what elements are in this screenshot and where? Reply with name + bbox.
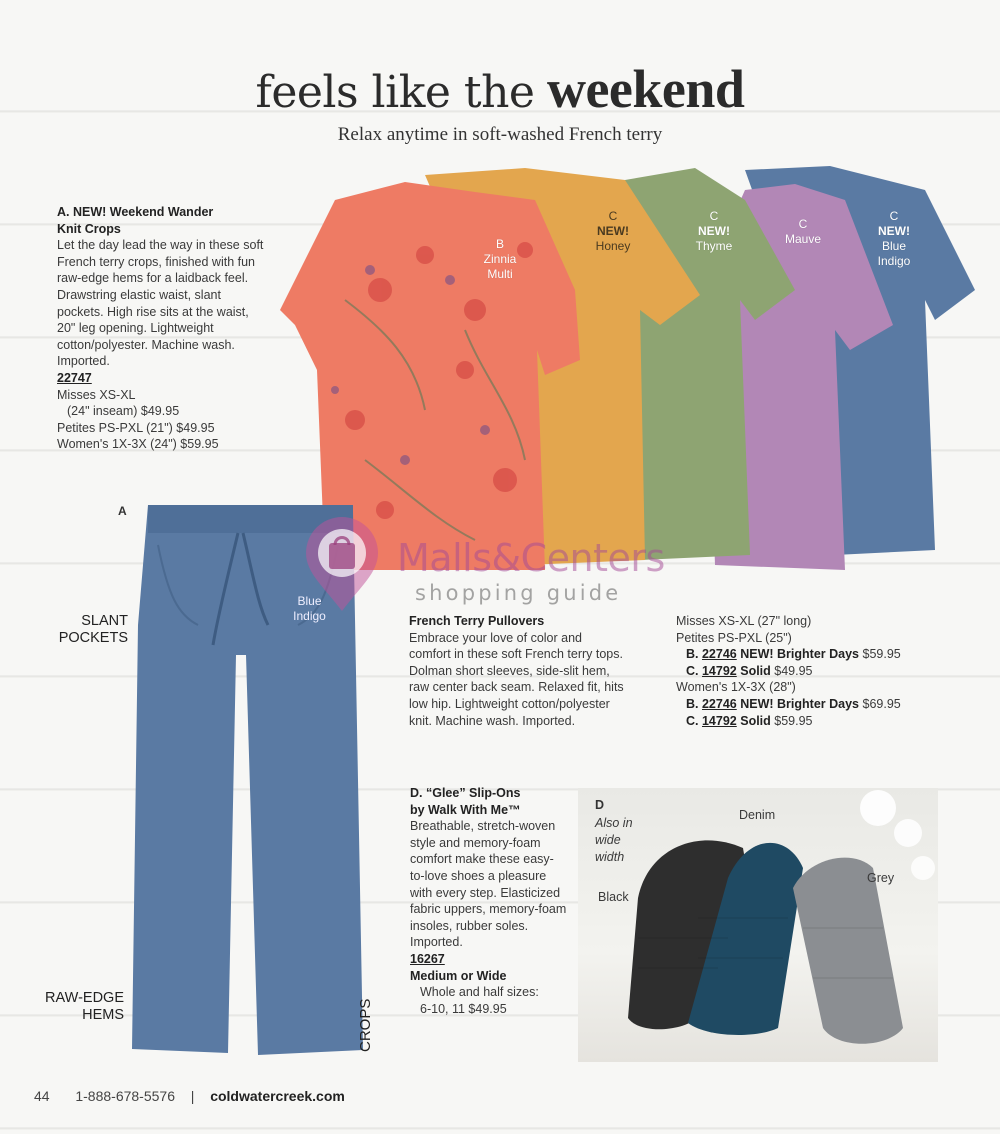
row3-name: NEW! Brighter Days (740, 696, 860, 711)
crops-description: Let the day lead the way in these soft French terry crops, finished with fun raw-edge hems for a laidback feel. Drawstring elastic waist, slant pockets. High rise sits at the waist, 20" leg opening. Lightweight cotton/polyester. Machine wash. Imported. (57, 238, 264, 369)
pants-color-1: Blue (297, 594, 322, 608)
row4-price: $59.95 (774, 713, 813, 728)
tee-label-mauve (773, 217, 833, 247)
crops-size-misses: Misses XS-XL (57, 387, 136, 402)
row2-name: Solid (740, 663, 771, 678)
crops-title-2: Knit Crops (57, 221, 121, 236)
page-subtitle: Relax anytime in soft-washed French terry (337, 124, 663, 145)
footer-phone: 1-888-678-5576 (75, 1088, 175, 1104)
row3-letter: B. (686, 696, 699, 711)
shoes-title-1: D. “Glee” Slip-Ons (410, 786, 521, 800)
row4-name: Solid (740, 713, 771, 728)
headline-bold: weekend (546, 59, 745, 119)
tee-label-honey (583, 209, 643, 254)
row1-letter: B. (686, 647, 699, 662)
tee-blue-letter: C (889, 209, 899, 223)
wide-note-3: width (595, 850, 625, 864)
wide-note-2: wide (595, 833, 621, 847)
shoe-color-black: Black (598, 890, 629, 904)
row1-sku: 22746 (701, 647, 737, 662)
tee-blue-color-2: Indigo (877, 254, 911, 268)
shoes-sizes-2: 6-10, 11 $49.95 (420, 1001, 507, 1016)
pants-marker: A (118, 504, 127, 518)
tee-thyme-color: Thyme (695, 239, 733, 253)
pullovers-petites: Petites PS-PXL (25") (676, 630, 792, 645)
crops-copy-block (57, 204, 269, 453)
crops-vertical-label: CROPS (357, 998, 374, 1052)
tee-b-color-1: Zinnia (483, 252, 517, 266)
tee-honey-new: NEW! (597, 224, 629, 238)
pullovers-pricing (676, 613, 966, 729)
footer-separator: | (190, 1088, 195, 1104)
row2-price: $49.95 (774, 663, 813, 678)
wide-note-1: Also in (595, 816, 633, 830)
pullovers-row-2 (676, 663, 966, 680)
row1-name: NEW! Brighter Days (740, 647, 860, 662)
row3-sku: 22746 (701, 696, 737, 711)
row3-price: $69.95 (862, 696, 901, 711)
tee-thyme-new: NEW! (698, 224, 730, 238)
pullovers-womens: Women's 1X-3X (28") (676, 680, 796, 695)
raw-edge-callout (20, 990, 124, 1024)
slant-pockets-1: SLANT (81, 613, 128, 629)
shoes-sizes-1: Whole and half sizes: (420, 985, 539, 1000)
tee-label-thyme (684, 209, 744, 254)
row2-sku: 14792 (701, 663, 737, 678)
tee-mauve-color: Mauve (784, 232, 822, 246)
shoe-color-grey: Grey (867, 871, 895, 885)
tee-thyme-letter: C (709, 209, 719, 223)
pullovers-row-1 (676, 646, 966, 663)
crops-size-womens: Women's 1X-3X (24") $59.95 (57, 437, 219, 452)
shoes-title-2: by Walk With Me™ (410, 802, 521, 817)
page-number: 44 (34, 1088, 50, 1104)
tee-honey-color: Honey (595, 239, 631, 253)
slant-pockets-2: POCKETS (58, 630, 128, 646)
watermark-tagline: shopping guide (415, 581, 622, 605)
pullovers-description: Embrace your love of color and comfort in these soft French terry tops. Dolman short sleeves, side-slit hem, raw center back seam. Relaxed fit, hits low hip. Lightweight cotton/polyester knit. Machine wash. Imported. (409, 630, 624, 728)
tee-blue-new: NEW! (878, 224, 910, 238)
pullovers-copy-block (409, 613, 624, 729)
page-headline (0, 58, 1000, 120)
pullovers-row-4 (676, 713, 966, 730)
tee-label-blue (864, 209, 924, 269)
headline-light: feels like the (255, 67, 535, 118)
page-footer (34, 1088, 345, 1104)
tee-honey-letter: C (608, 209, 618, 223)
pullovers-row-3 (676, 696, 966, 713)
watermark-brand: Malls&Centers (397, 536, 665, 580)
slant-pockets-callout (30, 613, 128, 647)
crops-title-1: A. NEW! Weekend Wander (57, 205, 214, 219)
row2-letter: C. (686, 663, 699, 678)
shoes-wide-note (595, 815, 633, 866)
tee-blue-color-1: Blue (881, 239, 907, 253)
shoes-width: Medium or Wide (410, 968, 507, 983)
raw-edge-1: RAW-EDGE (45, 990, 124, 1006)
mallscenters-logo-icon (304, 517, 380, 613)
shoes-sku: 16267 (410, 951, 445, 966)
crops-size-inseam: (24" inseam) $49.95 (67, 404, 180, 419)
row4-letter: C. (686, 713, 699, 728)
tee-label-b (470, 237, 530, 282)
shoe-color-denim: Denim (739, 808, 776, 822)
raw-edge-2: HEMS (82, 1007, 124, 1023)
crops-sku: 22747 (57, 370, 92, 385)
pullovers-misses: Misses XS-XL (27" long) (676, 614, 812, 628)
shoes-description: Breathable, stretch-woven style and memory-foam comfort make these easy-to-love shoes a pleasure with every step. Elasticized fabric uppers, memory-foam insoles, rubber soles. Imported. (410, 819, 567, 950)
footer-site-link[interactable]: coldwatercreek.com (210, 1088, 345, 1104)
row1-price: $59.95 (862, 647, 901, 662)
pants-color-2: Indigo (293, 609, 326, 623)
tee-b-letter: B (495, 237, 504, 251)
tee-mauve-letter: C (798, 217, 808, 231)
crops-size-petites: Petites PS-PXL (21") $49.95 (57, 420, 215, 435)
row4-sku: 14792 (701, 713, 737, 728)
shoes-copy-block (410, 785, 568, 1017)
shoes-panel-letter: D (595, 798, 605, 812)
tee-b-color-2: Multi (487, 267, 513, 281)
pullovers-title: French Terry Pullovers (409, 614, 545, 628)
